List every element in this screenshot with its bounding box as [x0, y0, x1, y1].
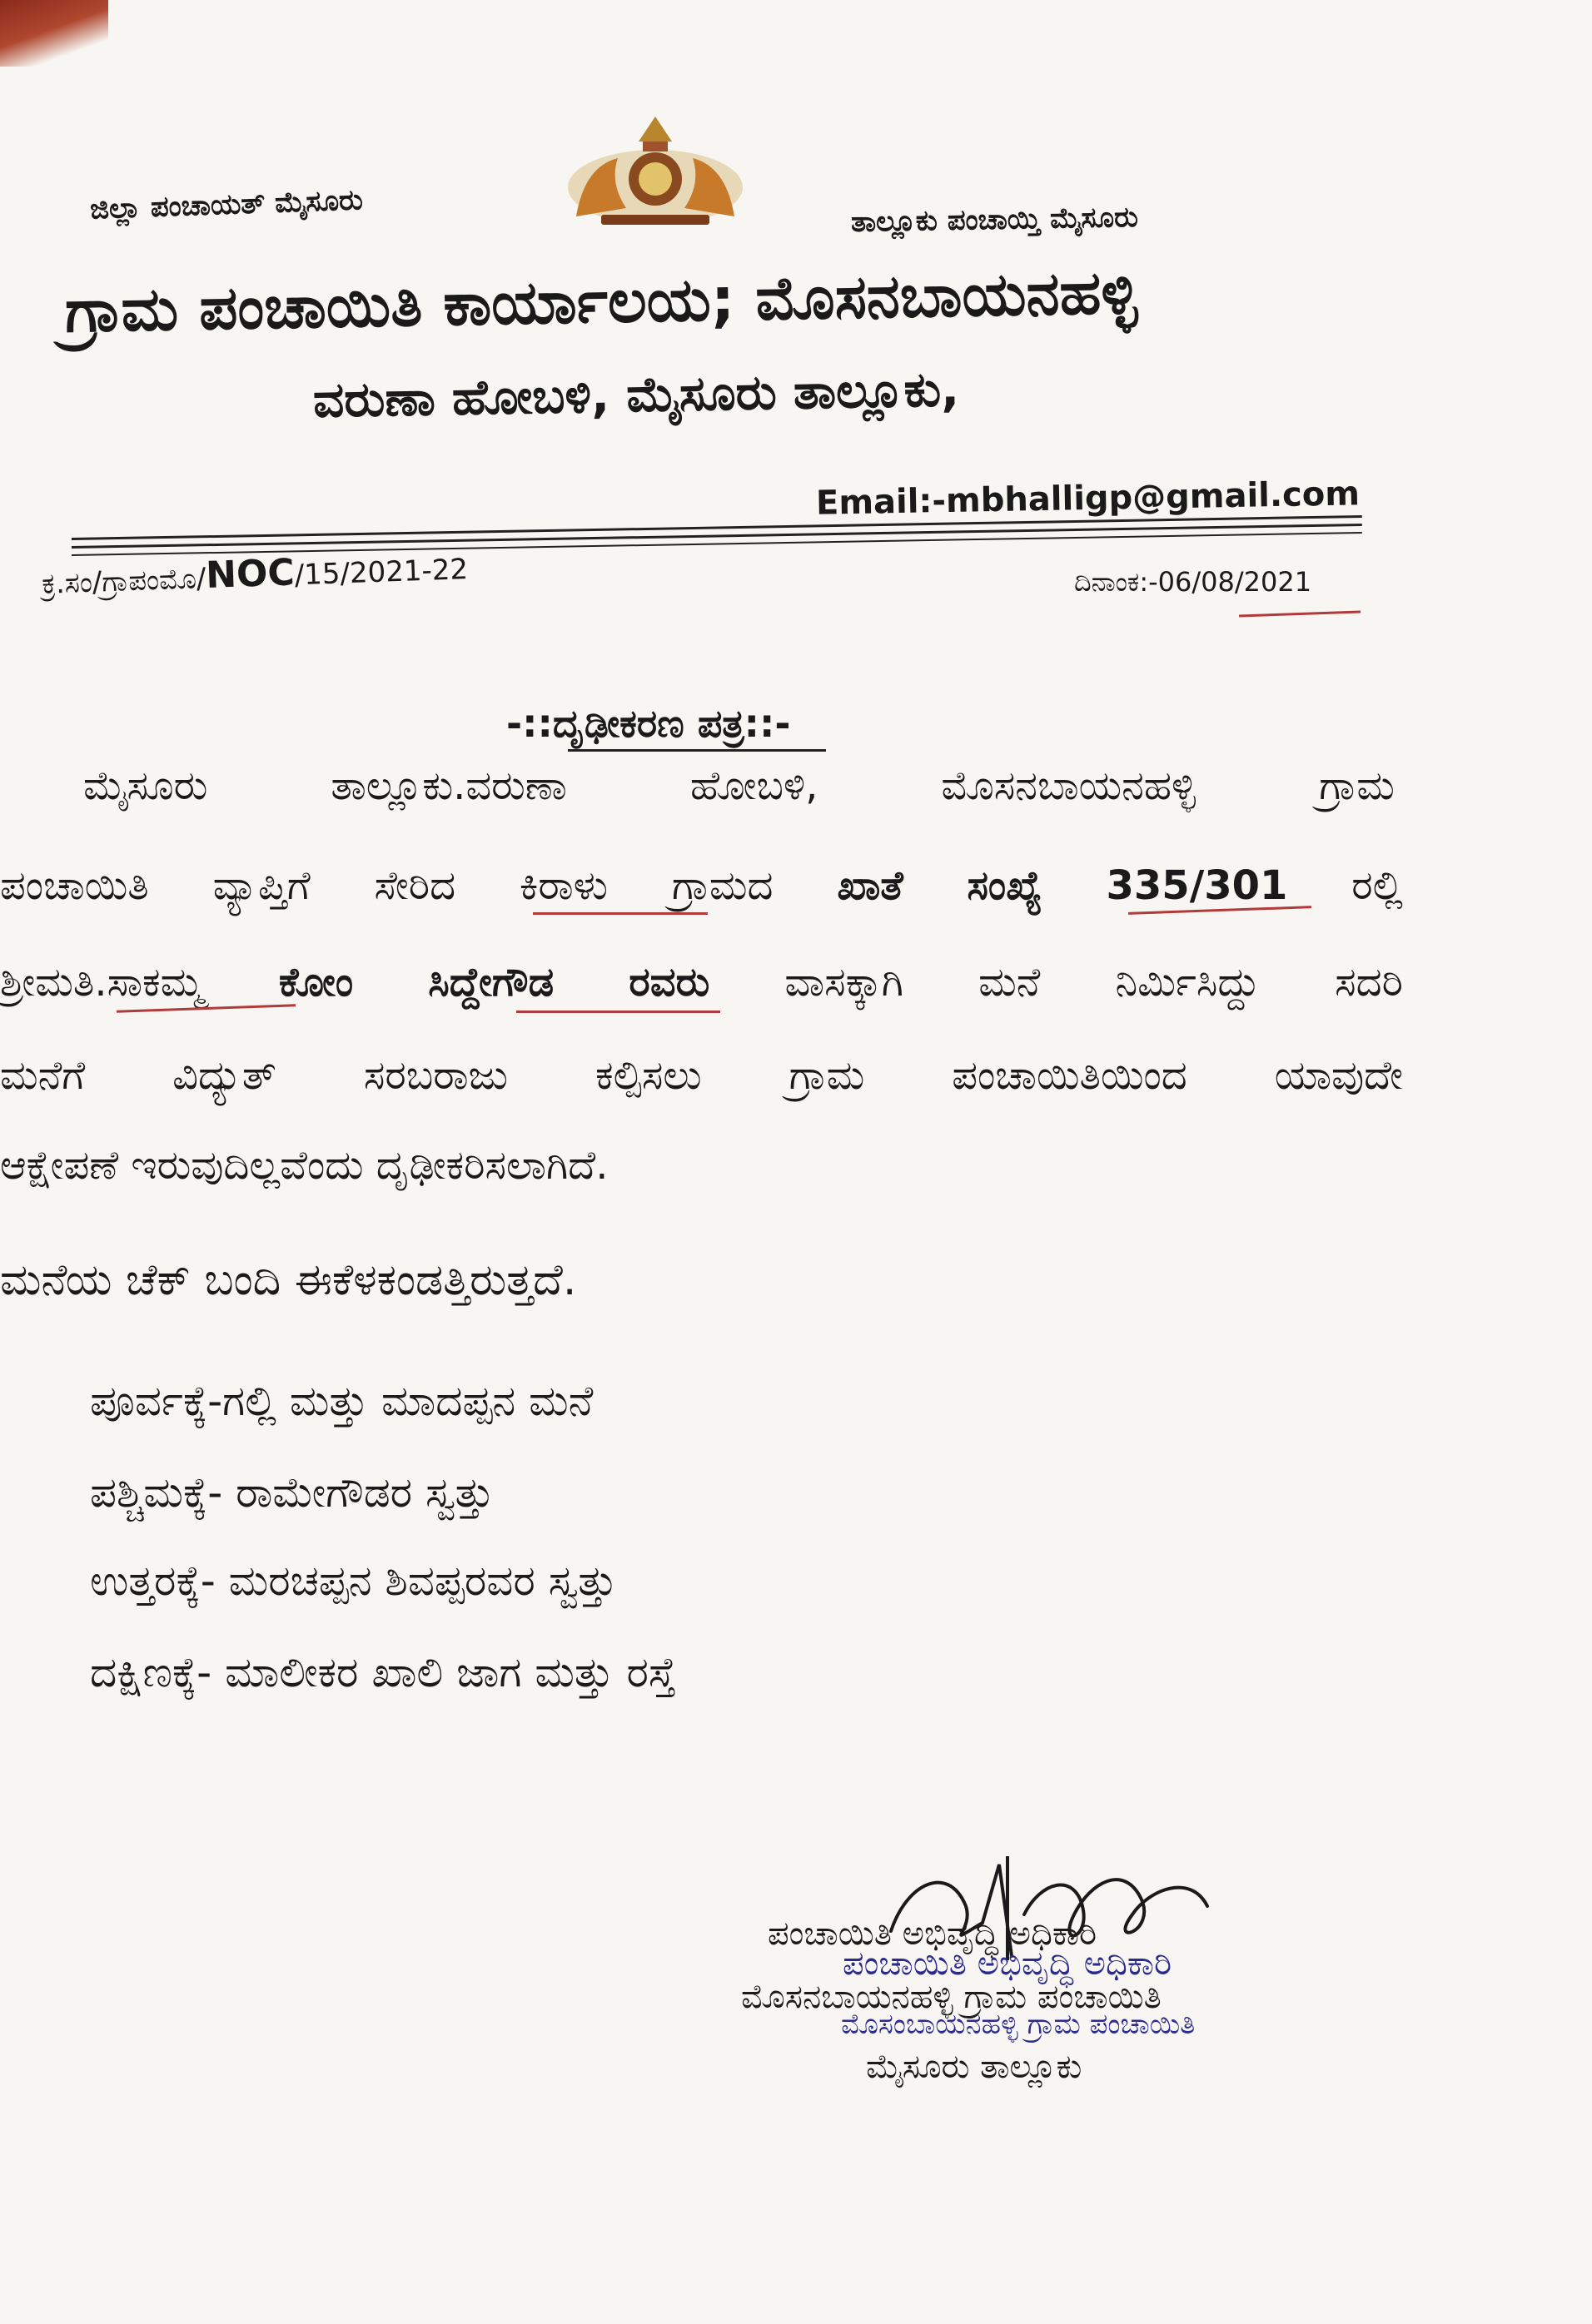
body-line [83, 762, 1395, 810]
designation-text: ಪಂಚಾಯಿತಿ ಅಭಿವೃದ್ಧಿ ಅಧಿಕಾರಿ [768, 1914, 1097, 1953]
khata-number: 335/301 [1106, 862, 1288, 909]
panchayat-name-stamp: ಮೊಸಂಬಾಯನಹಳ್ಳಿ ಗ್ರಾಮ ಪಂಚಾಯಿತಿ [841, 2008, 1196, 2041]
body-word: ನಿರ್ಮಿಸಿದ್ದು [1115, 959, 1261, 1006]
body-word: ಗ್ರಾಮ [789, 1052, 865, 1099]
body-word: ವಿದ್ಯುತ್ [172, 1052, 276, 1099]
office-subtitle: ವರುಣಾ ಹೋಬಳಿ, ಮೈಸೂರು ತಾಲ್ಲೂಕು, [312, 360, 960, 429]
reference-suffix: /15/2021-22 [294, 553, 469, 593]
owner-name: ಶ್ರೀಮತಿ.ಸಾಕಮ್ಮ [0, 959, 204, 1006]
body-line [0, 959, 1403, 1006]
panchayat-name-text: ಮೊಸನಬಾಯನಹಳ್ಳಿ ಗ್ರಾಮ ಪಂಚಾಯಿತಿ [741, 1978, 1162, 2016]
office-title: ಗ್ರಾಮ ಪಂಚಾಯಿತಿ ಕಾರ್ಯಾಲಯ; ಮೊಸನಬಾಯನಹಳ್ಳಿ [64, 256, 1138, 346]
boundary-west: ಪಶ್ಚಿಮಕ್ಕೆ- ರಾಮೇಗೌಡರ ಸ್ವತ್ತು [90, 1468, 495, 1517]
body-word: ಸದರಿ [1335, 959, 1403, 1006]
heading-underline [568, 749, 826, 752]
body-word: ಪಂಚಾಯಿತಿ [0, 862, 149, 909]
body-word: ಮನೆ [978, 959, 1041, 1006]
body-word: ಕೋಂ [278, 959, 354, 1006]
taluk-panchayat-label: ತಾಲ್ಲೂಕು ಪಂಚಾಯ್ತಿ ಮೈಸೂರು [850, 200, 1139, 240]
paper-corner-fold [0, 0, 108, 67]
taluk-name-text: ಮೈಸೂರು ತಾಲ್ಲೂಕು [866, 2048, 1082, 2086]
document-heading: -::ದೃಢೀಕರಣ ಪತ್ರ::- [506, 701, 791, 746]
body-line: ಆಕ್ಷೇಪಣೆ ಇರುವುದಿಲ್ಲವೆಂದು ದೃಢೀಕರಿಸಲಾಗಿದೆ. [0, 1142, 609, 1189]
boundary-north: ಉತ್ತರಕ್ಕೆ- ಮರಚಪ್ಪನ ಶಿವಪ್ಪರವರ ಸ್ವತ್ತು [90, 1557, 617, 1605]
body-word: ಮೈಸೂರು [83, 762, 208, 809]
body-word: ವಾಸಕ್ಕಾಗಿ [784, 959, 903, 1006]
body-word: ರಲ್ಲಿ [1351, 862, 1403, 909]
body-word: ರವರು [629, 959, 710, 1006]
village-underline [533, 912, 708, 915]
body-word: ಸೇರಿದ [374, 862, 456, 909]
check-bandhi-intro: ಮನೆಯ ಚೆಕ್ ಬಂದಿ ಈಕೆಳಕಂಡತ್ತಿರುತ್ತದೆ. [0, 1255, 577, 1305]
letter-date: ದಿನಾಂಕ:-06/08/2021 [1074, 566, 1312, 598]
reference-code: NOC [205, 551, 296, 598]
khata-label: ಖಾತೆ [837, 862, 903, 909]
body-word: ತಾಲ್ಲೂಕು.ವರುಣಾ [331, 762, 567, 809]
body-word: ಕಲ್ಪಿಸಲು [595, 1052, 702, 1099]
body-line [0, 862, 1403, 910]
body-word: ಪಂಚಾಯಿತಿಯಿಂದ [952, 1052, 1187, 1099]
body-word: ಮನೆಗೆ [0, 1052, 86, 1099]
body-line [0, 1052, 1403, 1100]
body-word: ಯಾವುದೇ [1274, 1052, 1403, 1099]
body-word: ಗ್ರಾಮ [1319, 762, 1395, 809]
body-word: ಮೊಸನಬಾಯನಹಳ್ಳಿ [941, 762, 1196, 809]
reference-prefix: ಕ್ರ.ಸಂ/ಗ್ರಾಪಂಮೊ/ [41, 562, 207, 601]
body-word: ಗ್ರಾಮದ [671, 862, 774, 909]
body-word: ಸರಬರಾಜು [363, 1052, 509, 1099]
boundary-south: ದಕ್ಷಿಣಕ್ಕೆ- ಮಾಲೀಕರ ಖಾಲಿ ಜಾಗ ಮತ್ತು ರಸ್ತೆ [90, 1648, 676, 1696]
designation-stamp: ಪಂಚಾಯಿತಿ ಅಭಿವೃದ್ಧಿ ಅಧಿಕಾರಿ [843, 1944, 1172, 1983]
office-email: Email:-mbhalligp@gmail.com [815, 474, 1361, 523]
district-panchayat-label: ಜಿಲ್ಲಾ ಪಂಚಾಯತ್ ಮೈಸೂರು [89, 183, 364, 226]
boundary-east: ಪೂರ್ವಕ್ಕೆ-ಗಲ್ಲಿ ಮತ್ತು ಮಾದಪ್ಪನ ಮನೆ [90, 1377, 594, 1425]
karnataka-emblem-icon [560, 108, 751, 233]
village-name: ಕಿರಾಳು [519, 862, 609, 909]
husband-underline [516, 1011, 720, 1013]
body-word: ಹೋಬಳಿ, [689, 762, 818, 809]
date-underline [1239, 610, 1361, 617]
khata-label: ಸಂಖ್ಯೆ [967, 862, 1042, 909]
body-word: ವ್ಯಾಪ್ತಿಗೆ [212, 862, 311, 909]
owner-husband-name: ಸಿದ್ದೇಗೌಡ [428, 959, 555, 1006]
